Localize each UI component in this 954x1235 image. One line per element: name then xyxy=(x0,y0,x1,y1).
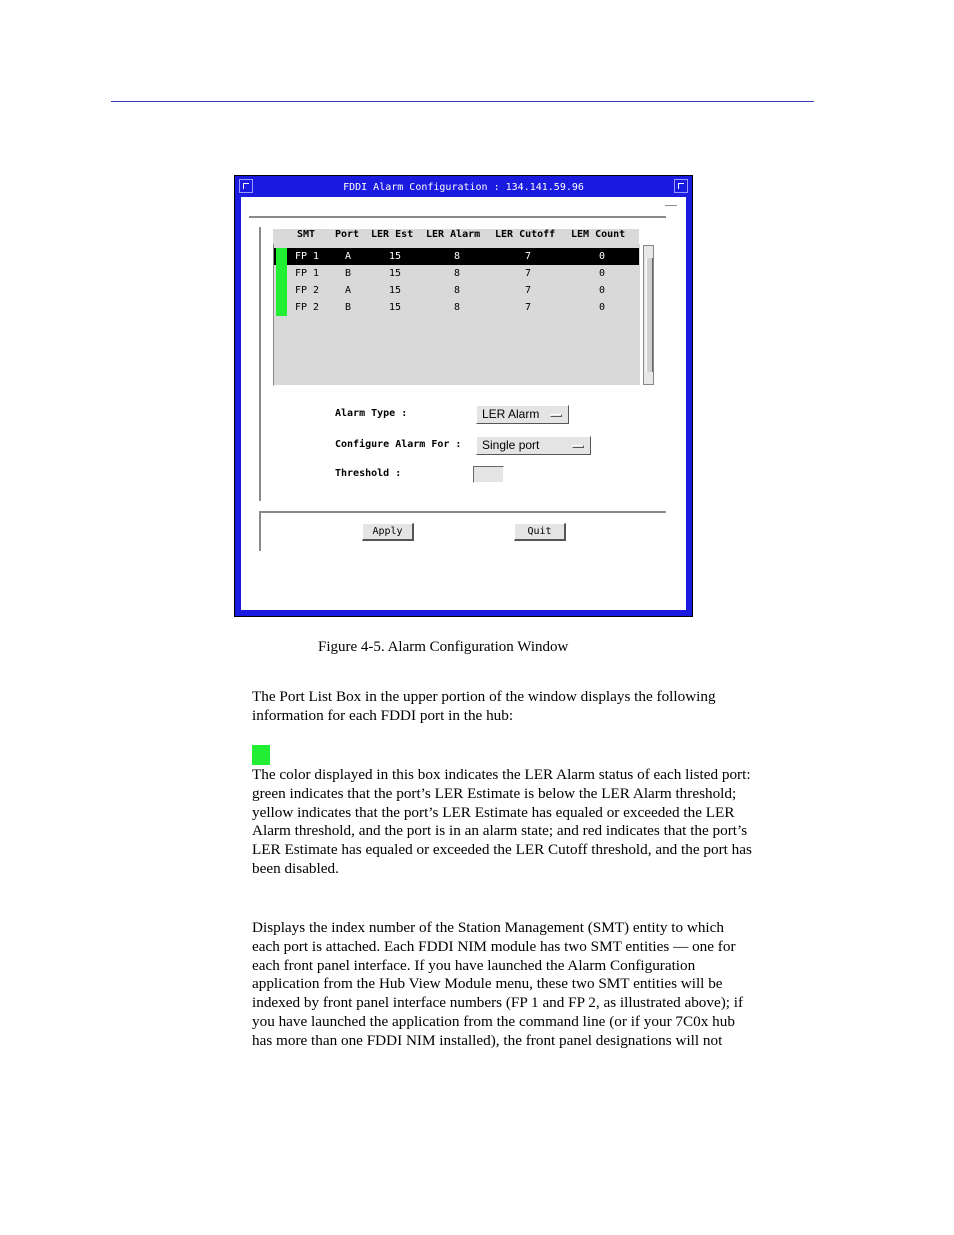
port-row[interactable] xyxy=(274,265,639,282)
row-port: A xyxy=(345,285,352,296)
row-lem-count: 0 xyxy=(599,302,606,313)
row-port: A xyxy=(345,251,352,262)
port-list-header xyxy=(273,228,639,245)
option-menu-icon xyxy=(572,445,584,448)
text-line: The Port List Box in the upper portion of the window displays the following xyxy=(252,688,716,705)
col-smt: SMT xyxy=(297,229,316,240)
configure-for-menu[interactable] xyxy=(476,436,591,455)
text-line: information for each FDDI port in the hub: xyxy=(252,706,514,724)
button-area-divider xyxy=(259,511,666,513)
row-ler-cutoff: 7 xyxy=(525,251,532,262)
col-lem-count: LEM Count xyxy=(571,229,626,240)
row-lem-count: 0 xyxy=(599,268,606,279)
color-status-paragraph xyxy=(252,766,822,879)
text-line: Alarm threshold, and the port is in an alarm state; and red indicates that the port’s xyxy=(252,822,748,840)
threshold-label: Threshold : xyxy=(335,468,402,479)
configure-for-value: Single port xyxy=(482,438,540,452)
left-divider xyxy=(259,227,261,501)
smt-paragraph xyxy=(252,919,822,1051)
row-ler-est: 15 xyxy=(389,268,402,279)
configure-for-label: Configure Alarm For : xyxy=(335,439,462,450)
text-line: has more than one FDDI NIM installed), the front panel designations will not xyxy=(252,1031,723,1049)
window-resize-icon[interactable] xyxy=(674,179,688,193)
top-divider xyxy=(249,216,666,219)
scrollbar-thumb[interactable] xyxy=(646,258,653,372)
text-line: green indicates that the port’s LER Estimate is below the LER Alarm threshold; xyxy=(252,784,737,802)
row-smt: FP 1 xyxy=(295,251,320,262)
window-title[interactable]: FDDI Alarm Configuration : 134.141.59.96 xyxy=(241,179,686,196)
option-menu-icon xyxy=(550,414,562,417)
text-line: been disabled. xyxy=(252,859,339,877)
port-row[interactable] xyxy=(274,299,639,316)
row-ler-cutoff: 7 xyxy=(525,285,532,296)
button-area-left-divider xyxy=(259,513,261,551)
text-line: LER Estimate has equaled or exceeded the LER Cutoff threshold, and the port has xyxy=(252,841,752,859)
row-ler-alarm: 8 xyxy=(454,302,461,313)
row-port: B xyxy=(345,302,352,313)
row-ler-alarm: 8 xyxy=(454,285,461,296)
row-lem-count: 0 xyxy=(599,285,606,296)
alarm-type-menu[interactable] xyxy=(476,405,569,424)
row-port: B xyxy=(345,268,352,279)
apply-button[interactable]: Apply xyxy=(362,523,414,541)
status-swatch xyxy=(276,265,287,282)
window-menu-icon[interactable] xyxy=(239,179,253,193)
row-ler-cutoff: 7 xyxy=(525,302,532,313)
header-rule xyxy=(111,101,814,102)
col-ler-est: LER Est xyxy=(371,229,414,240)
status-swatch xyxy=(276,299,287,316)
row-lem-count: 0 xyxy=(599,251,606,262)
alarm-type-label: Alarm Type : xyxy=(335,408,408,419)
row-ler-est: 15 xyxy=(389,251,402,262)
row-smt: FP 2 xyxy=(295,302,320,313)
col-ler-alarm: LER Alarm xyxy=(426,229,481,240)
col-port: Port xyxy=(335,229,360,240)
row-ler-est: 15 xyxy=(389,285,402,296)
row-ler-alarm: 8 xyxy=(454,268,461,279)
row-ler-est: 15 xyxy=(389,302,402,313)
intro-paragraph xyxy=(252,688,822,726)
col-ler-cutoff: LER Cutoff xyxy=(495,229,556,240)
text-line: application from the Hub View Module menu, these two SMT entities will be xyxy=(252,975,723,993)
divider-mark xyxy=(665,205,677,206)
row-smt: FP 1 xyxy=(295,268,320,279)
text-line: Displays the index number of the Station Management (SMT) entity to which xyxy=(252,919,724,936)
threshold-input[interactable] xyxy=(473,466,504,483)
text-line: The color displayed in this box indicates the LER Alarm status of each listed port: xyxy=(252,766,751,783)
figure-caption: Figure 4-5. Alarm Configuration Window xyxy=(318,639,569,655)
status-swatch xyxy=(276,248,287,265)
text-line: indexed by front panel interface numbers (FP 1 and FP 2, as illustrated above); if xyxy=(252,994,744,1012)
quit-button[interactable]: Quit xyxy=(514,523,566,541)
alarm-type-value: LER Alarm xyxy=(482,407,540,421)
text-line: you have launched the application from the command line (or if your 7C0x hub xyxy=(252,1012,735,1030)
status-swatch xyxy=(276,282,287,299)
port-list-box[interactable] xyxy=(273,244,640,386)
row-smt: FP 2 xyxy=(295,285,320,296)
text-line: yellow indicates that the port’s LER Estimate has equaled or exceeded the LER xyxy=(252,803,735,821)
port-list-scrollbar[interactable] xyxy=(643,245,654,385)
row-ler-alarm: 8 xyxy=(454,251,461,262)
status-color-box xyxy=(252,745,270,765)
text-line: each front panel interface. If you have launched the Alarm Configuration xyxy=(252,956,696,974)
text-line: each port is attached. Each FDDI NIM module has two SMT entities — one for xyxy=(252,937,736,955)
port-row[interactable] xyxy=(274,248,639,265)
port-row[interactable] xyxy=(274,282,639,299)
row-ler-cutoff: 7 xyxy=(525,268,532,279)
